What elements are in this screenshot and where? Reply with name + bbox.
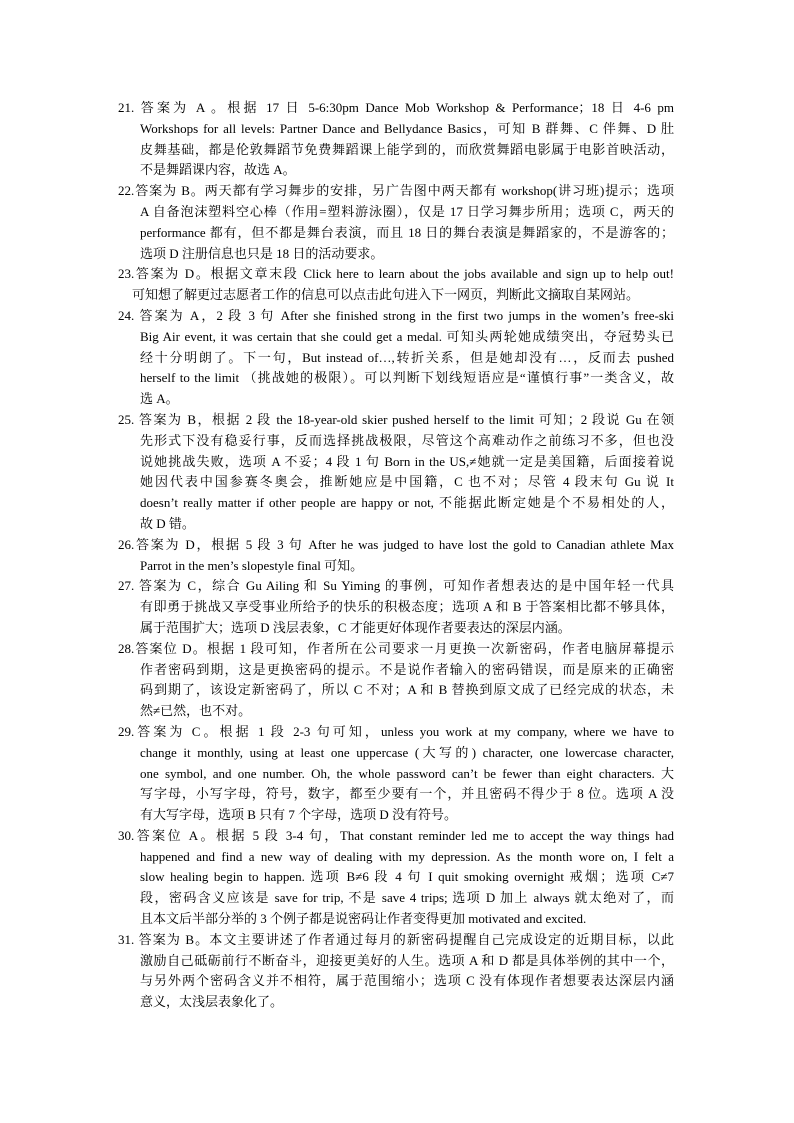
answer-line: change it monthly, using at least one uppercase (大写的) character, one lowercase character, — [140, 744, 674, 760]
answer-item — [118, 264, 674, 306]
answer-line: 23.答案为 D。根据文章末段 Click here to learn about the jobs available and sign up to help out! — [118, 266, 674, 282]
answer-line: 选项 D 注册信息也只是 18 日的活动要求。 — [140, 245, 384, 261]
answer-line: 她因代表中国参赛冬奥会，推断她应是中国籍，C 也不对；尽管 4 段末句 Gu 说 It — [140, 474, 674, 490]
answer-item — [118, 722, 674, 826]
answer-line: herself to the limit （挑战她的极限）。可以判断下划线短语应是“谨慎行事”一类含义，故 — [140, 370, 674, 386]
answer-line: 24. 答案为 A，2 段 3 句 After she finished strong in the first two jumps in the women’s free-ski — [118, 307, 674, 323]
answer-line: performance 都有，但不都是舞台表演，而且 18 日的舞台表演是舞蹈家的，不是游客的； — [140, 224, 674, 240]
answer-line: 30.答案位 A。根据 5 段 3-4 句，That constant reminder led me to accept the way things had — [118, 827, 674, 843]
answer-line: 有即勇于挑战又享受事业所给予的快乐的积极态度；选项 A 和 B 于答案相比都不够具体， — [140, 599, 674, 615]
answer-line: Workshops for all levels: Partner Dance and Bellydance Basics，可知 B 群舞、C 伴舞、D 肚 — [140, 120, 674, 136]
answer-item — [118, 826, 674, 930]
answer-line: 码到期了，该设定新密码了，所以 C 不对；A 和 B 替换到原文成了已经完成的状态，未 — [140, 682, 674, 698]
answer-line: 25. 答案为 B，根据 2 段 the 18-year-old skier pushed herself to the limit 可知；2 段说 Gu 在领 — [118, 411, 674, 427]
answer-line: 且本文后半部分举的 3 个例子都是说密码让作者变得更加 motivated and excited. — [140, 911, 587, 927]
answer-line: 可知想了解更过志愿者工作的信息可以点击此句进入下一网页，判断此文摘取自某网站。 — [132, 287, 640, 303]
answer-line: one symbol, and one number. Oh, the whole password can’t be fewer than eight characters. 大 — [140, 765, 674, 781]
answer-line: Big Air event, it was certain that she could get a medal. 可知头两轮她成绩突出，夺冠势头已 — [140, 328, 674, 344]
answer-line: 说她挑战失败，选项 A 不妥；4 段 1 句 Born in the US,≠她就一定是美国籍，后面接着说 — [140, 453, 674, 469]
answer-line: 故 D 错。 — [140, 515, 195, 531]
answer-item — [118, 576, 674, 638]
answer-item — [118, 535, 674, 577]
answer-line: slow healing begin to happen. 选项 B≠6 段 4 句 I quit smoking overnight 戒烟；选项 C≠7 — [140, 869, 674, 885]
answer-line: doesn’t really matter if other people are happy or not, 不能据此断定她是个不易相处的人， — [140, 495, 674, 511]
answer-line: 写字母，小写字母，符号，数字，都至少要有一个，并且密码不得少于 8 位。选项 A 没 — [140, 786, 674, 802]
answer-line: 有大写字母，选项 B 只有 7 个字母，选项 D 没有符号。 — [140, 807, 458, 823]
answer-item — [118, 306, 674, 410]
answer-item — [118, 410, 674, 535]
answer-line: 不是舞蹈课内容，故选 A。 — [140, 162, 296, 178]
answer-line: 27. 答案为 C，综合 Gu Ailing 和 Su Yiming 的事例，可知作者想表达的是中国年轻一代具 — [118, 578, 674, 594]
answer-line: 然≠已然，也不对。 — [140, 703, 252, 719]
answer-item — [118, 930, 674, 1013]
answer-line: 31. 答案为 B。本文主要讲述了作者通过每月的新密码提醒自己完成设定的近期目标，以此 — [118, 931, 674, 947]
answer-line: 与另外两个密码含义并不相符，属于范围缩小；选项 C 没有体现作者想要表达深层内涵 — [140, 973, 674, 989]
answer-item — [118, 98, 674, 181]
answer-line: 选 A。 — [140, 391, 179, 407]
answer-line: 26.答案为 D，根据 5 段 3 句 After he was judged to have lost the gold to Canadian athlete Max — [118, 536, 674, 552]
answer-line: 意义，太浅层表象化了。 — [140, 994, 284, 1010]
answer-line: 21. 答案为 A 。根据 17 日 5-6:30pm Dance Mob Workshop & Performance；18 日 4-6 pm — [118, 100, 674, 115]
answer-line: 作者密码到期，这是更换密码的提示。不是说作者输入的密码错误，而是原来的正确密 — [140, 661, 674, 677]
answer-line: 段，密码含义应该是 save for trip, 不是 save 4 trips; 选项 D 加上 always 就太绝对了，而 — [140, 890, 674, 906]
answer-line: 激励自己砥砺前行不断奋斗，迎接更美好的人生。选项 A 和 D 都是具体举例的其中一个， — [140, 952, 674, 968]
answer-line: 属于范围扩大；选项 D 浅层表象，C 才能更好体现作者要表达的深层内涵。 — [140, 619, 571, 635]
answer-line: Parrot in the men’s slopestyle final 可知。 — [140, 557, 364, 573]
answer-item — [118, 639, 674, 722]
answer-line: happened and find a new way of dealing with my depression. As the month wore on, I felt a — [140, 848, 674, 864]
answer-line: 22.答案为 B。两天都有学习舞步的安排，另广告图中两天都有 workshop(讲习班)提示；选项 — [118, 183, 674, 199]
answer-line: 经十分明朗了。下一句，But instead of…,转折关系，但是她却没有…，反而去 pushed — [140, 349, 674, 365]
answer-line: A 自备泡沫塑料空心棒（作用=塑料游泳圈），仅是 17 日学习舞步所用；选项 C，两天的 — [140, 203, 674, 219]
answer-line: 先形式下没有稳妥行事，反而选择挑战极限，尽管这个高难动作之前练习不多，但也没 — [140, 432, 674, 448]
answer-explanations — [118, 98, 674, 1013]
answer-item — [118, 181, 674, 264]
answer-line: 皮舞基础，都是伦敦舞蹈节免费舞蹈课上能学到的，而欣赏舞蹈电影属于电影首映活动， — [140, 141, 674, 157]
answer-line: 29.答案为 C。根据 1 段 2-3 句可知，unless you work at my company, where we have to — [118, 723, 674, 739]
answer-line: 28.答案位 D。根据 1 段可知，作者所在公司要求一月更换一次新密码，作者电脑屏幕提示 — [118, 640, 674, 656]
